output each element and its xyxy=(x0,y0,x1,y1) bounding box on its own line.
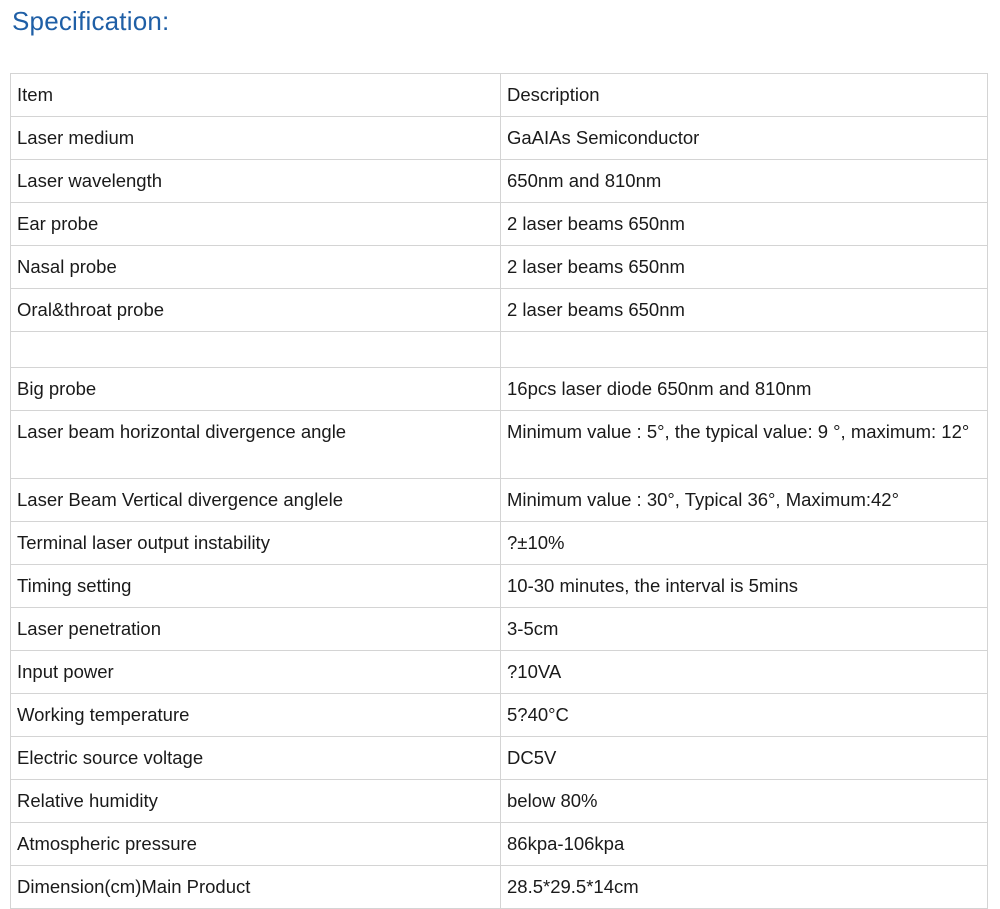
item-cell: Laser Beam Vertical divergence anglele xyxy=(11,479,501,522)
table-row xyxy=(11,866,988,909)
table-row xyxy=(11,823,988,866)
table-row xyxy=(11,117,988,160)
description-cell: 16pcs laser diode 650nm and 810nm xyxy=(501,368,988,411)
description-cell: ?±10% xyxy=(501,522,988,565)
table-row xyxy=(11,411,988,479)
table-row xyxy=(11,160,988,203)
table-row xyxy=(11,522,988,565)
table-row-empty xyxy=(11,332,988,368)
table-row xyxy=(11,651,988,694)
description-cell: 28.5*29.5*14cm xyxy=(501,866,988,909)
item-cell: Timing setting xyxy=(11,565,501,608)
description-cell: Minimum value : 5°, the typical value: 9 °, maximum: 12° xyxy=(501,411,988,479)
item-cell xyxy=(11,332,501,368)
item-cell: Laser wavelength xyxy=(11,160,501,203)
table-row xyxy=(11,479,988,522)
table-row xyxy=(11,694,988,737)
specification-table xyxy=(10,73,988,909)
item-cell: Laser penetration xyxy=(11,608,501,651)
description-cell: 650nm and 810nm xyxy=(501,160,988,203)
table-row xyxy=(11,203,988,246)
item-cell: Laser beam horizontal divergence angle xyxy=(11,411,501,479)
table-row xyxy=(11,780,988,823)
header-description-cell: Description xyxy=(501,74,988,117)
item-cell: Electric source voltage xyxy=(11,737,501,780)
description-cell: 86kpa-106kpa xyxy=(501,823,988,866)
item-cell: Laser medium xyxy=(11,117,501,160)
table-row xyxy=(11,565,988,608)
table-row xyxy=(11,737,988,780)
item-cell: Atmospheric pressure xyxy=(11,823,501,866)
header-item-cell: Item xyxy=(11,74,501,117)
description-cell: Minimum value : 30°, Typical 36°, Maximum:42° xyxy=(501,479,988,522)
description-cell: 2 laser beams 650nm xyxy=(501,246,988,289)
item-cell: Working temperature xyxy=(11,694,501,737)
description-cell: 2 laser beams 650nm xyxy=(501,289,988,332)
description-cell: ?10VA xyxy=(501,651,988,694)
table-row xyxy=(11,289,988,332)
description-cell: below 80% xyxy=(501,780,988,823)
item-cell: Relative humidity xyxy=(11,780,501,823)
description-cell: DC5V xyxy=(501,737,988,780)
item-cell: Dimension(cm)Main Product xyxy=(11,866,501,909)
description-cell: 3-5cm xyxy=(501,608,988,651)
page-title: Specification: xyxy=(12,6,170,36)
description-cell xyxy=(501,332,988,368)
item-cell: Terminal laser output instability xyxy=(11,522,501,565)
table-row xyxy=(11,608,988,651)
table-row xyxy=(11,246,988,289)
item-cell: Input power xyxy=(11,651,501,694)
description-cell: GaAIAs Semiconductor xyxy=(501,117,988,160)
item-cell: Big probe xyxy=(11,368,501,411)
table-header-row xyxy=(11,74,988,117)
item-cell: Nasal probe xyxy=(11,246,501,289)
item-cell: Oral&throat probe xyxy=(11,289,501,332)
description-cell: 5?40°C xyxy=(501,694,988,737)
description-cell: 10-30 minutes, the interval is 5mins xyxy=(501,565,988,608)
table-row xyxy=(11,368,988,411)
description-cell: 2 laser beams 650nm xyxy=(501,203,988,246)
item-cell: Ear probe xyxy=(11,203,501,246)
